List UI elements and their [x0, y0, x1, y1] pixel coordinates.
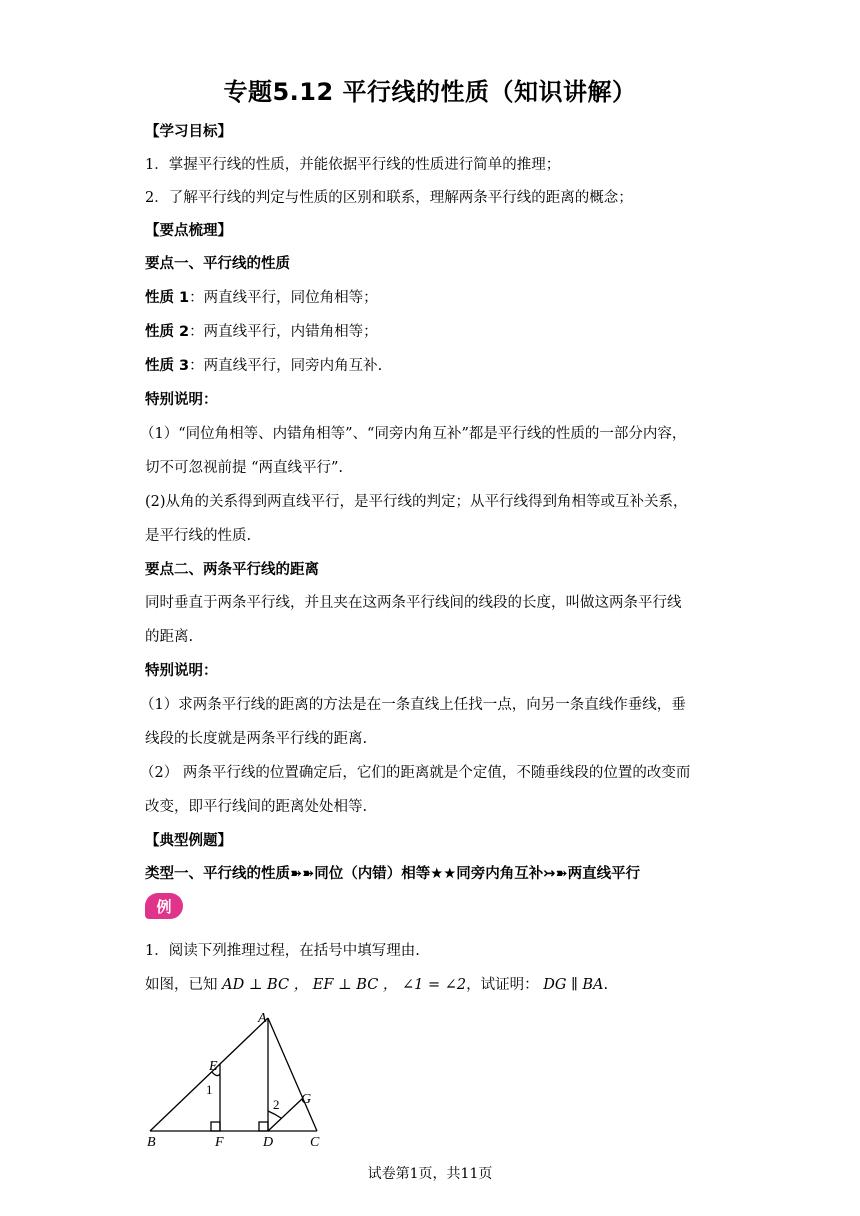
property-2-label: 性质 2: [145, 324, 190, 340]
objective-2: 2．了解平行线的判定与性质的区别和联系，理解两条平行线的距离的概念；: [145, 190, 633, 206]
label-angle-1: 1: [206, 1082, 213, 1097]
property-3-text: ：两直线平行，同旁内角互补.: [189, 358, 383, 374]
key-point-2-text-a: 同时垂直于两条平行线，并且夹在这两条平行线间的线段的长度，叫做这两条平行线: [145, 595, 682, 611]
angle-2-arc: [268, 1111, 281, 1118]
label-g: G: [301, 1092, 312, 1107]
label-angle-2: 2: [273, 1097, 280, 1112]
label-c: C: [310, 1135, 320, 1148]
note-4-line-b: 改变，即平行线间的距离处处相等.: [145, 799, 368, 815]
property-1-text: ：两直线平行，同位角相等；: [189, 290, 378, 306]
note-2-line-a: (2)从角的关系得到两直线平行，是平行线的判定；从平行线得到角相等或互补关系，: [145, 494, 688, 510]
note-3-line-a: （1）求两条平行线的距离的方法是在一条直线上任找一点，向另一条直线作垂线，垂: [140, 697, 686, 713]
given-conditions: AD ⊥ BC ， EF ⊥ BC ， ∠1 = ∠2: [222, 977, 467, 993]
question-1-given: [145, 973, 608, 994]
page-footer: 试卷第1页，共11页: [367, 1166, 493, 1182]
label-a: A: [258, 1011, 267, 1026]
given-prefix: 如图，已知: [145, 977, 223, 993]
segment-ba: [150, 1018, 268, 1131]
note-1-line-a: （1）“同位角相等、内错角相等”、“同旁内角互补”都是平行线的性质的一部分内容，: [140, 426, 687, 442]
label-e: E: [209, 1059, 218, 1074]
special-note-heading-2: 特别说明：: [145, 663, 218, 679]
right-angle-f: [211, 1122, 220, 1131]
note-3-line-b: 线段的长度就是两条平行线的距离.: [145, 731, 368, 747]
key-point-2-text-b: 的距离.: [145, 629, 194, 645]
example-badge: 例: [145, 893, 183, 919]
page-title: 专题5.12 平行线的性质（知识讲解）: [223, 78, 637, 106]
key-point-2-heading: 要点二、两条平行线的距离: [145, 562, 319, 578]
property-1-label: 性质 1: [145, 290, 190, 306]
geometry-figure: [145, 1008, 335, 1148]
label-d: D: [263, 1135, 274, 1148]
key-point-1-heading: 要点一、平行线的性质: [145, 256, 290, 272]
type-1-heading: 类型一、平行线的性质➽➽同位（内错）相等★★同旁内角互补↣➽两直线平行: [145, 866, 641, 882]
property-2-text: ：两直线平行，内错角相等；: [189, 324, 378, 340]
examples-heading: 【典型例题】: [145, 833, 232, 849]
key-points-heading: 【要点梳理】: [145, 223, 232, 239]
note-2-line-b: 是平行线的性质.: [145, 528, 252, 544]
property-1: [145, 286, 378, 307]
label-b: B: [147, 1135, 156, 1148]
property-3-label: 性质 3: [145, 358, 190, 374]
prove-statement: DG ∥ BA: [543, 977, 604, 993]
label-f: F: [215, 1135, 224, 1148]
property-2: [145, 320, 378, 341]
given-mid: ，试证明：: [466, 977, 544, 993]
question-1: 1．阅读下列推理过程，在括号中填写理由.: [145, 943, 420, 959]
note-1-line-b: 切不可忽视前提 “两直线平行”.: [145, 460, 344, 476]
right-angle-d: [259, 1122, 268, 1131]
given-end: .: [603, 977, 609, 993]
property-3: [145, 354, 382, 375]
objective-1: 1．掌握平行线的性质，并能依据平行线的性质进行简单的推理；: [145, 157, 561, 173]
note-4-line-a: （2） 两条平行线的位置确定后，它们的距离就是个定值，不随垂线段的位置的改变而: [140, 765, 691, 781]
objectives-heading: 【学习目标】: [145, 124, 232, 140]
special-note-heading-1: 特别说明：: [145, 392, 218, 408]
